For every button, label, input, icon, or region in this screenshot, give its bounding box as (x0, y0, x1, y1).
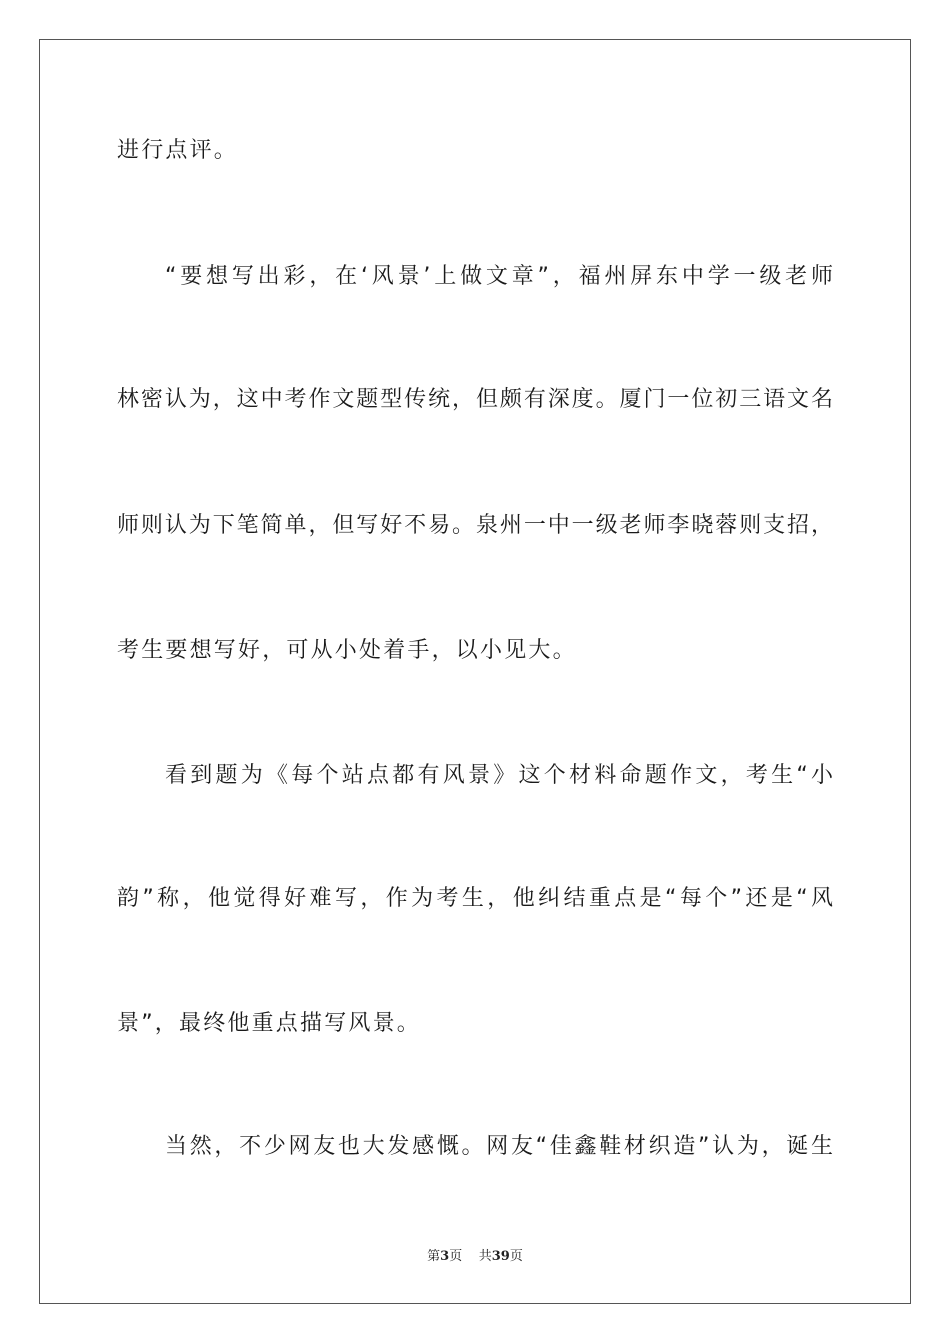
footer-total-suffix: 页 (509, 1249, 523, 1264)
paragraph-start-line: “要想写出彩，在‘风景’上做文章”，福州屏东中学一级老师 (165, 264, 833, 289)
page-footer (0, 1248, 950, 1266)
text-line: 韵”称，他觉得好难写，作为考生，他纠结重点是“每个”还是“风 (117, 886, 833, 911)
text-line: 师则认为下笔简单，但写好不易。泉州一中一级老师李晓蓉则支招， (117, 513, 833, 538)
footer-page-suffix: 页 (449, 1249, 463, 1264)
footer-page-number: 3 (440, 1249, 450, 1264)
page-border (39, 39, 911, 1304)
footer-page-prefix: 第 (427, 1249, 441, 1264)
footer-total-prefix: 共 (478, 1249, 492, 1264)
footer-total-pages: 39 (491, 1249, 510, 1264)
text-line: 景”，最终他重点描写风景。 (117, 1011, 421, 1036)
text-line: 考生要想写好，可从小处着手，以小见大。 (117, 638, 577, 663)
paragraph-start-line: 看到题为《每个站点都有风景》这个材料命题作文，考生“小 (165, 763, 833, 788)
text-line: 林密认为，这中考作文题型传统，但颇有深度。厦门一位初三语文名 (117, 387, 833, 412)
text-line: 进行点评。 (117, 138, 239, 163)
paragraph-start-line: 当然，不少网友也大发感慨。网友“佳鑫鞋材织造”认为，诞生 (165, 1134, 833, 1159)
